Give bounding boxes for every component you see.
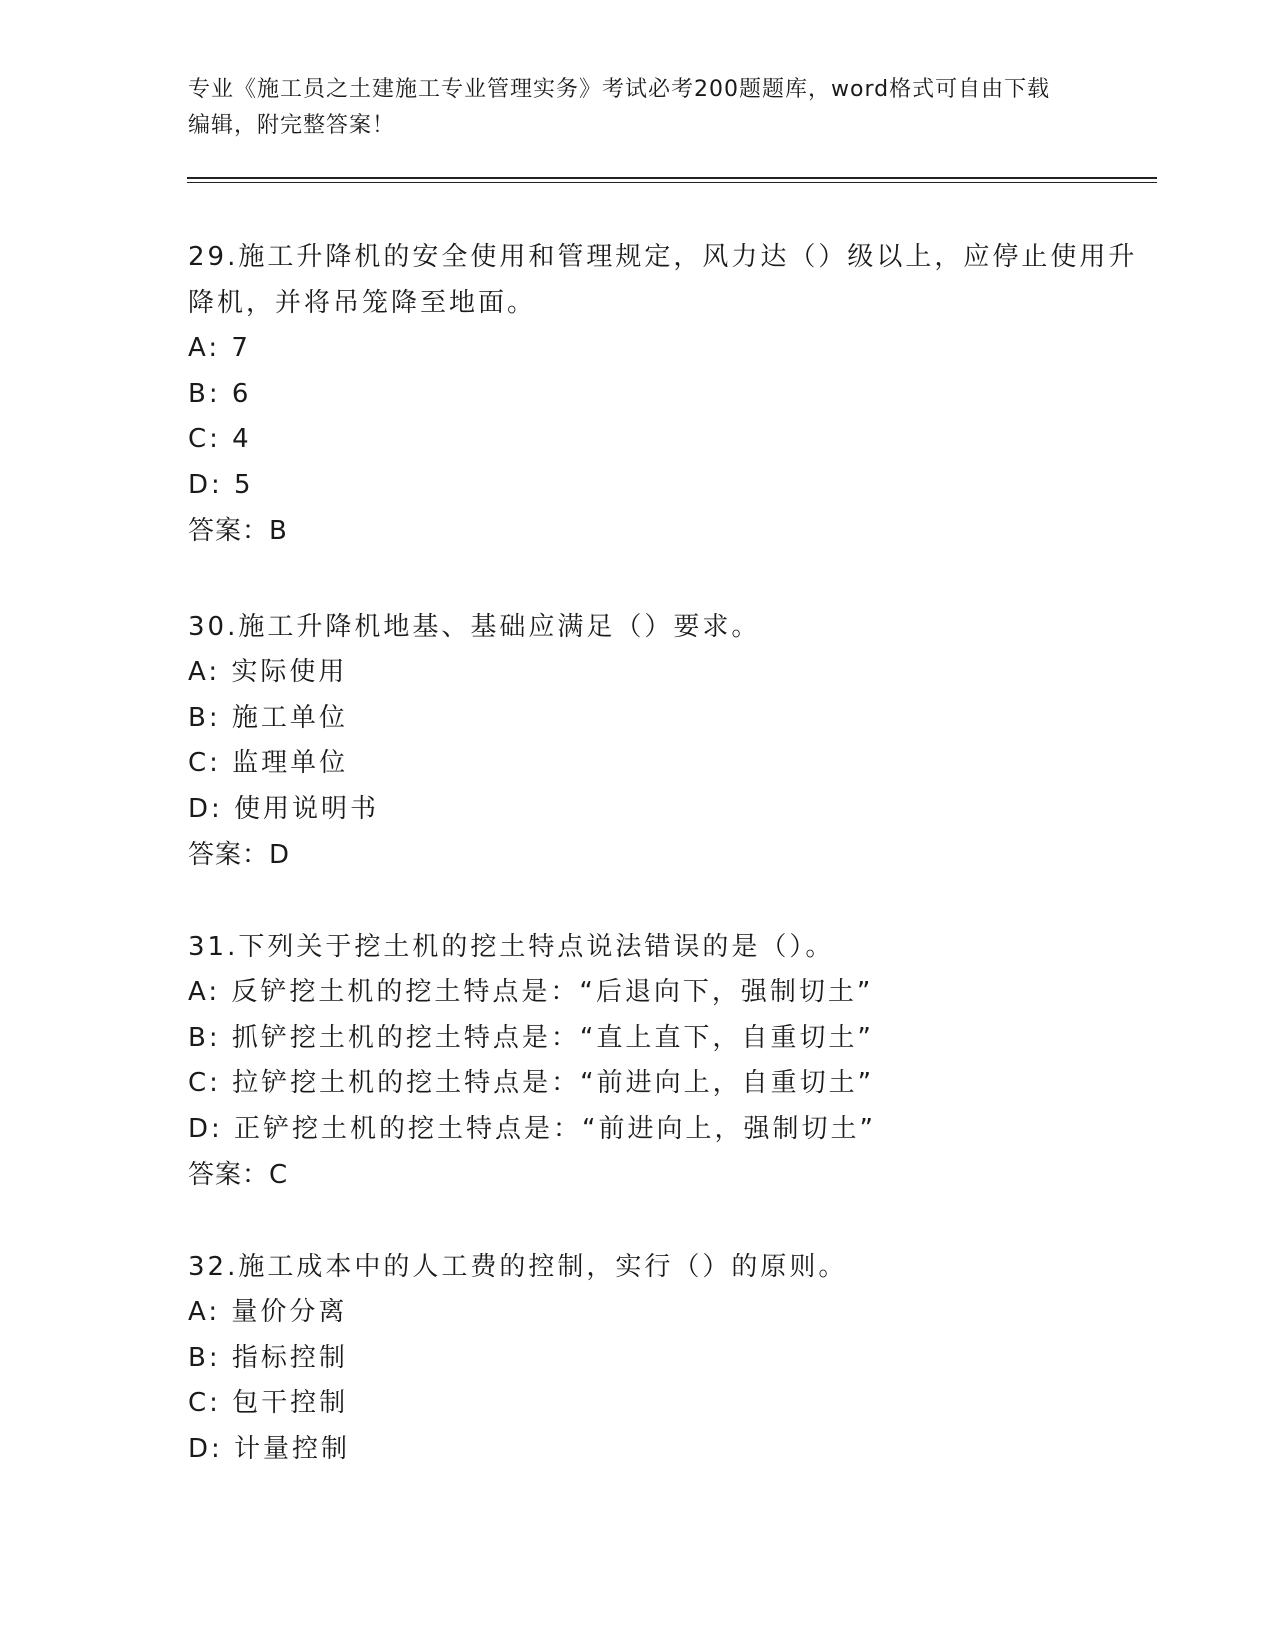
option-a: A: 实际使用 [188,657,348,687]
option-b: B: 抓铲挖土机的挖土特点是：“直上直下，自重切土” [188,1022,874,1053]
question-31 [188,924,1138,1198]
question-stem: 32.施工成本中的人工费的控制，实行（）的原则。 [188,1252,848,1282]
option-d: D: 5 [188,469,254,500]
question-stem: 31.下列关于挖土机的挖土特点说法错误的是（）。 [188,932,835,962]
option-b: B: 指标控制 [188,1342,348,1373]
question-stem: 29.施工升降机的安全使用和管理规定，风力达（）级以上，应停止使用升降机，并将吊笼降至地面。 [188,242,1138,318]
question-30 [188,604,1138,878]
option-a: A: 量价分离 [188,1297,348,1327]
question-29 [188,234,1138,554]
option-c: C: 监理单位 [188,748,349,778]
answer: 答案：B [188,516,288,546]
answer: 答案：D [188,840,291,870]
option-d: D: 正铲挖土机的挖土特点是：“前进向上，强制切土” [188,1113,876,1144]
answer: 答案：C [188,1160,289,1190]
option-b: B: 施工单位 [188,702,348,733]
header-divider-thin [187,182,1157,183]
option-b: B: 6 [188,378,252,409]
option-c: C: 4 [188,424,252,454]
option-c: C: 包干控制 [188,1388,349,1418]
option-d: D: 计量控制 [188,1433,351,1464]
question-stem: 30.施工升降机地基、基础应满足（）要求。 [188,612,761,642]
question-32 [188,1244,1138,1472]
header-divider [187,177,1157,179]
option-c: C: 拉铲挖土机的挖土特点是：“前进向上，自重切土” [188,1068,875,1098]
document-header: 专业《施工员之土建施工专业管理实务》考试必考200题题库，word格式可自由下载编辑，附完整答案！ [188,77,1051,138]
option-d: D: 使用说明书 [188,793,380,824]
option-a: A: 反铲挖土机的挖土特点是：“后退向下，强制切土” [188,977,874,1007]
option-a: A: 7 [188,333,251,363]
